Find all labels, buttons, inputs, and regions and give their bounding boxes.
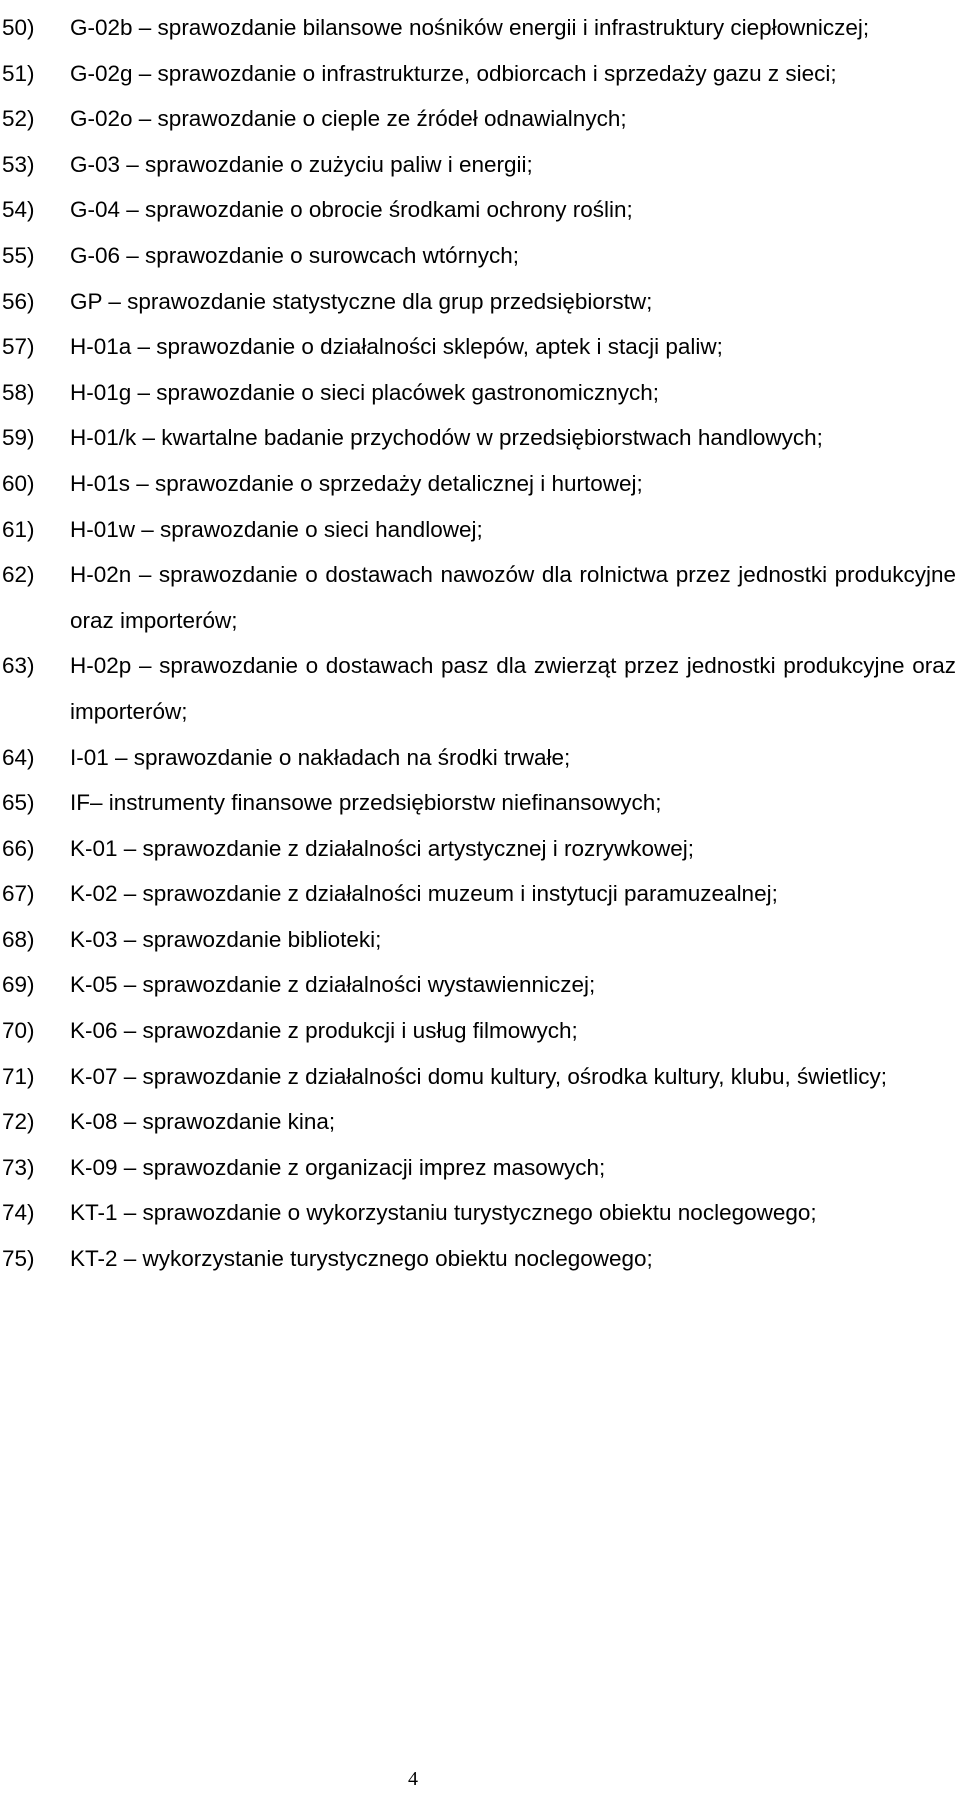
item-text: G-03 – sprawozdanie o zużyciu paliw i energii; (70, 151, 533, 177)
item-number: 59) (2, 425, 35, 451)
item-number: 53) (2, 151, 35, 177)
list-item (0, 962, 956, 1008)
item-text: H-02n – sprawozdanie o dostawach nawozów dla rolnictwa przez jednostki produkcyjne oraz importerów; (70, 562, 956, 633)
list-item (0, 187, 956, 233)
item-number: 51) (2, 60, 35, 86)
list-item (0, 1054, 956, 1100)
list-item (0, 461, 956, 507)
list-item (0, 233, 956, 279)
item-number: 54) (2, 197, 35, 223)
item-number: 69) (2, 972, 35, 998)
list-item (0, 826, 956, 872)
item-number: 74) (2, 1200, 35, 1226)
item-text: KT-1 – sprawozdanie o wykorzystaniu turystycznego obiektu noclegowego; (70, 1200, 817, 1226)
item-text: G-02o – sprawozdanie o cieple ze źródeł odnawialnych; (70, 106, 627, 132)
item-text: KT-2 – wykorzystanie turystycznego obiektu noclegowego; (70, 1246, 653, 1272)
item-text: H-01s – sprawozdanie o sprzedaży detalicznej i hurtowej; (70, 470, 643, 496)
item-text: IF– instrumenty finansowe przedsiębiorstw niefinansowych; (70, 790, 662, 816)
item-number: 68) (2, 926, 35, 952)
item-number: 70) (2, 1018, 35, 1044)
list-item (0, 370, 956, 416)
list-item (0, 917, 956, 963)
item-number: 67) (2, 881, 35, 907)
list-item (0, 507, 956, 553)
item-number: 72) (2, 1109, 35, 1135)
item-text: H-01a – sprawozdanie o działalności sklepów, aptek i stacji paliw; (70, 334, 723, 360)
item-number: 61) (2, 516, 35, 542)
item-text: K-06 – sprawozdanie z produkcji i usług filmowych; (70, 1018, 578, 1044)
list-item (0, 1236, 956, 1282)
item-text: G-02b – sprawozdanie bilansowe nośników energii i infrastruktury ciepłowniczej; (70, 15, 870, 40)
item-number: 64) (2, 744, 35, 770)
list-item (0, 780, 956, 826)
list-item (0, 552, 956, 643)
item-text: G-04 – sprawozdanie o obrocie środkami ochrony roślin; (70, 197, 633, 223)
item-text: H-02p – sprawozdanie o dostawach pasz dla zwierząt przez jednostki produkcyjne oraz importerów; (70, 653, 956, 724)
list-item (0, 279, 956, 325)
list-item (0, 1008, 956, 1054)
item-text: H-01w – sprawozdanie o sieci handlowej; (70, 516, 483, 542)
item-text: K-07 – sprawozdanie z działalności domu kultury, ośrodka kultury, klubu, świetlicy; (70, 1063, 888, 1089)
item-number: 60) (2, 470, 35, 496)
item-text: G-06 – sprawozdanie o surowcach wtórnych; (70, 242, 519, 268)
list-item (0, 324, 956, 370)
item-text: K-09 – sprawozdanie z organizacji imprez masowych; (70, 1154, 606, 1180)
item-number: 56) (2, 288, 35, 314)
list-item (0, 142, 956, 188)
item-number: 55) (2, 242, 35, 268)
item-number: 71) (2, 1063, 35, 1089)
list-item (0, 96, 956, 142)
list-item (0, 5, 956, 51)
item-text: K-01 – sprawozdanie z działalności artystycznej i rozrywkowej; (70, 835, 695, 861)
report-list (0, 5, 956, 1282)
item-text: K-02 – sprawozdanie z działalności muzeum i instytucji paramuzealnej; (70, 881, 778, 907)
item-number: 63) (2, 653, 35, 679)
item-number: 52) (2, 106, 35, 132)
list-item (0, 871, 956, 917)
item-number: 50) (2, 15, 35, 40)
item-number: 57) (2, 334, 35, 360)
item-text: H-01/k – kwartalne badanie przychodów w przedsiębiorstwach handlowych; (70, 425, 823, 451)
item-number: 73) (2, 1154, 35, 1180)
list-item (0, 643, 956, 734)
item-text: I-01 – sprawozdanie o nakładach na środki trwałe; (70, 744, 571, 770)
item-number: 65) (2, 790, 35, 816)
list-item (0, 1099, 956, 1145)
page-number: 4 (408, 1768, 418, 1790)
item-number: 62) (2, 562, 35, 588)
item-text: GP – sprawozdanie statystyczne dla grup przedsiębiorstw; (70, 288, 653, 314)
item-text: H-01g – sprawozdanie o sieci placówek gastronomicznych; (70, 379, 660, 405)
item-text: K-05 – sprawozdanie z działalności wystawienniczej; (70, 972, 596, 998)
list-item (0, 1190, 956, 1236)
list-item (0, 735, 956, 781)
list-item (0, 1145, 956, 1191)
item-text: G-02g – sprawozdanie o infrastrukturze, odbiorcach i sprzedaży gazu z sieci; (70, 60, 837, 86)
list-item (0, 415, 956, 461)
item-text: K-03 – sprawozdanie biblioteki; (70, 926, 382, 952)
item-text: K-08 – sprawozdanie kina; (70, 1109, 336, 1135)
item-number: 66) (2, 835, 35, 861)
item-number: 75) (2, 1246, 35, 1272)
list-item (0, 51, 956, 97)
item-number: 58) (2, 379, 35, 405)
